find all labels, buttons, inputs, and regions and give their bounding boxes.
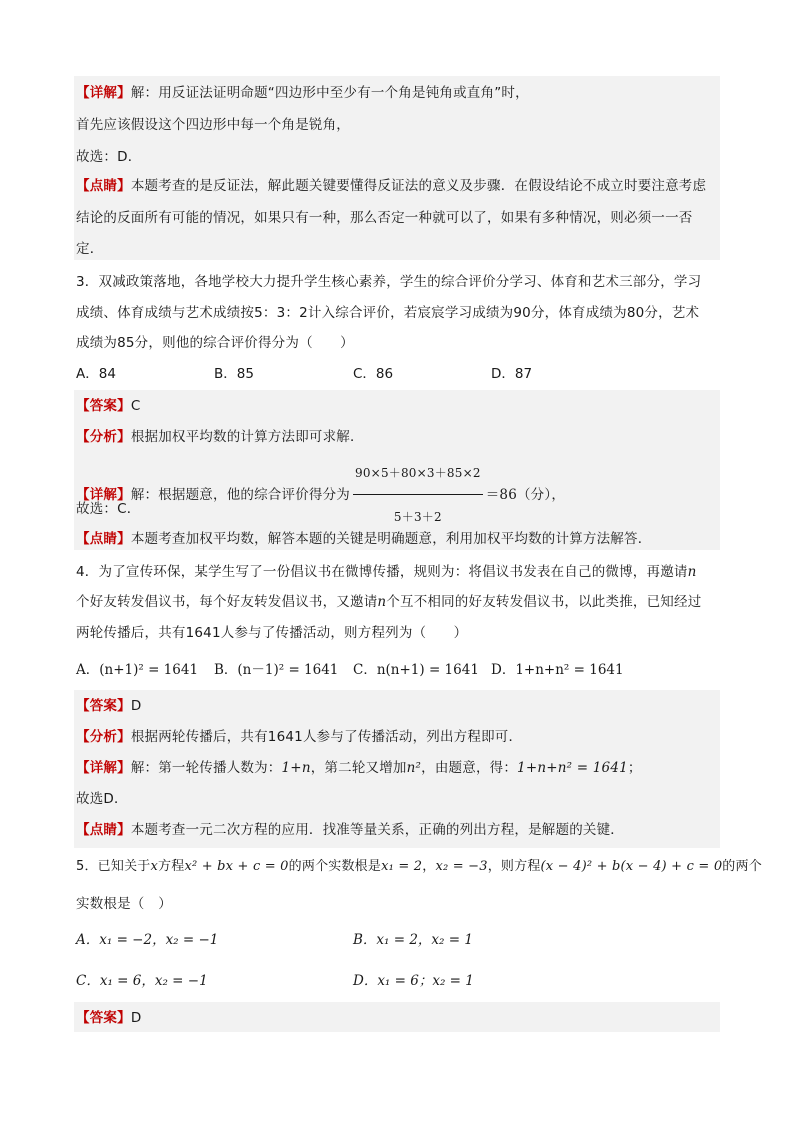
q4-choose: 故选D．	[76, 791, 128, 807]
q3-detail: 【详解】解：根据题意，他的综合评价得分为 $\frac{90\times 5+80\times 3+85\times 2}{5+3+2}$ ＝86（分），	[76, 453, 565, 537]
q4-analysis: 【分析】根据两轮传播后，共有1641人参与了传播活动，列出方程即可．	[76, 729, 523, 745]
q3-answer: 【答案】C	[76, 398, 141, 414]
q3-option-a: A．84	[76, 366, 116, 382]
detail-tag: 【详解】	[76, 85, 131, 101]
q3-choose: 故选：C．	[76, 501, 141, 517]
q3-stem-line1: 3．双减政策落地，各地学校大力提升学生核心素养，学生的综合评价分学习、体育和艺术三部分，学习	[76, 274, 702, 290]
q4-option-a: A．(n+1)² = 1641	[76, 662, 199, 678]
q4-option-d: D．1+n+n² = 1641	[491, 662, 624, 678]
q4-detail: 【详解】解：第一轮传播人数为：1+n，第二轮又增加n²，由题意，得：1+n+n² = 1641；	[76, 760, 642, 776]
q3-comment: 【点睛】本题考查加权平均数，解答本题的关键是明确题意，利用加权平均数的计算方法解答．	[76, 531, 652, 547]
q3-option-b: B．85	[214, 366, 254, 382]
q5-option-c: C．x₁ = 6，x₂ = −1	[76, 973, 208, 989]
q4-stem-line1: 4．为了宣传环保，某学生写了一份倡议书在微博传播，规则为：将倡议书发表在自己的微博，再邀请n	[76, 564, 697, 580]
q5-stem-line1: 5．已知关于x方程x² + bx + c = 0的两个实数根是x₁ = 2，x₂ = −3，则方程(x − 4)² + b(x − 4) + c = 0的两个	[76, 859, 762, 874]
q5-stem-line2: 实数根是（ ）	[76, 896, 172, 912]
q4-option-b: B．(n－1)² = 1641	[214, 662, 339, 678]
comment-tag: 【点睛】	[76, 178, 131, 194]
q4-stem-line3: 两轮传播后，共有1641人参与了传播活动，则方程列为（ ）	[76, 625, 468, 641]
q4-stem-line2: 个好友转发倡议书，每个好友转发倡议书，又邀请n个互不相同的好友转发倡议书，以此类推，已知经过	[76, 594, 702, 610]
q3-analysis: 【分析】根据加权平均数的计算方法即可求解．	[76, 429, 364, 445]
q3-option-c: C．86	[353, 366, 394, 382]
q5-answer: 【答案】D	[76, 1010, 142, 1026]
q4-answer: 【答案】D	[76, 698, 142, 714]
prev-detail-line1: 【详解】解：用反证法证明命题“四边形中至少有一个角是钝角或直角”时，	[76, 85, 529, 101]
q3-option-d: D．87	[491, 366, 533, 382]
q5-option-a: A．x₁ = −2，x₂ = −1	[76, 932, 219, 948]
q5-option-d: D．x₁ = 6；x₂ = 1	[353, 973, 474, 989]
q5-option-b: B．x₁ = 2，x₂ = 1	[353, 932, 473, 948]
prev-choose: 故选：D．	[76, 149, 142, 165]
prev-detail-line2: 首先应该假设这个四边形中每一个角是锐角，	[76, 117, 350, 133]
prev-comment-line1: 【点睛】本题考查的是反证法，解此题关键要懂得反证法的意义及步骤．在假设结论不成立时要注意考虑	[76, 178, 707, 194]
solution-block-q5	[74, 1002, 720, 1032]
q4-option-c: C．n(n+1) = 1641	[353, 662, 479, 678]
q3-stem-line3: 成绩为85分，则他的综合评价得分为（ ）	[76, 335, 354, 351]
solution-block-prev	[74, 76, 720, 260]
q3-stem-line2: 成绩、体育成绩与艺术成绩按5：3：2计入综合评价，若宸宸学习成绩为90分，体育成绩为80分，艺术	[76, 305, 700, 321]
prev-comment-line2: 结论的反面所有可能的情况，如果只有一种，那么否定一种就可以了，如果有多种情况，则必须一一否	[76, 210, 693, 226]
prev-comment-line3: 定．	[76, 241, 104, 257]
q3-fraction: $\frac{90\times 5+80\times 3+85\times 2}{5+3+2}$	[353, 453, 483, 537]
q4-comment: 【点睛】本题考查一元二次方程的应用．找准等量关系，正确的列出方程，是解题的关键．	[76, 822, 625, 838]
